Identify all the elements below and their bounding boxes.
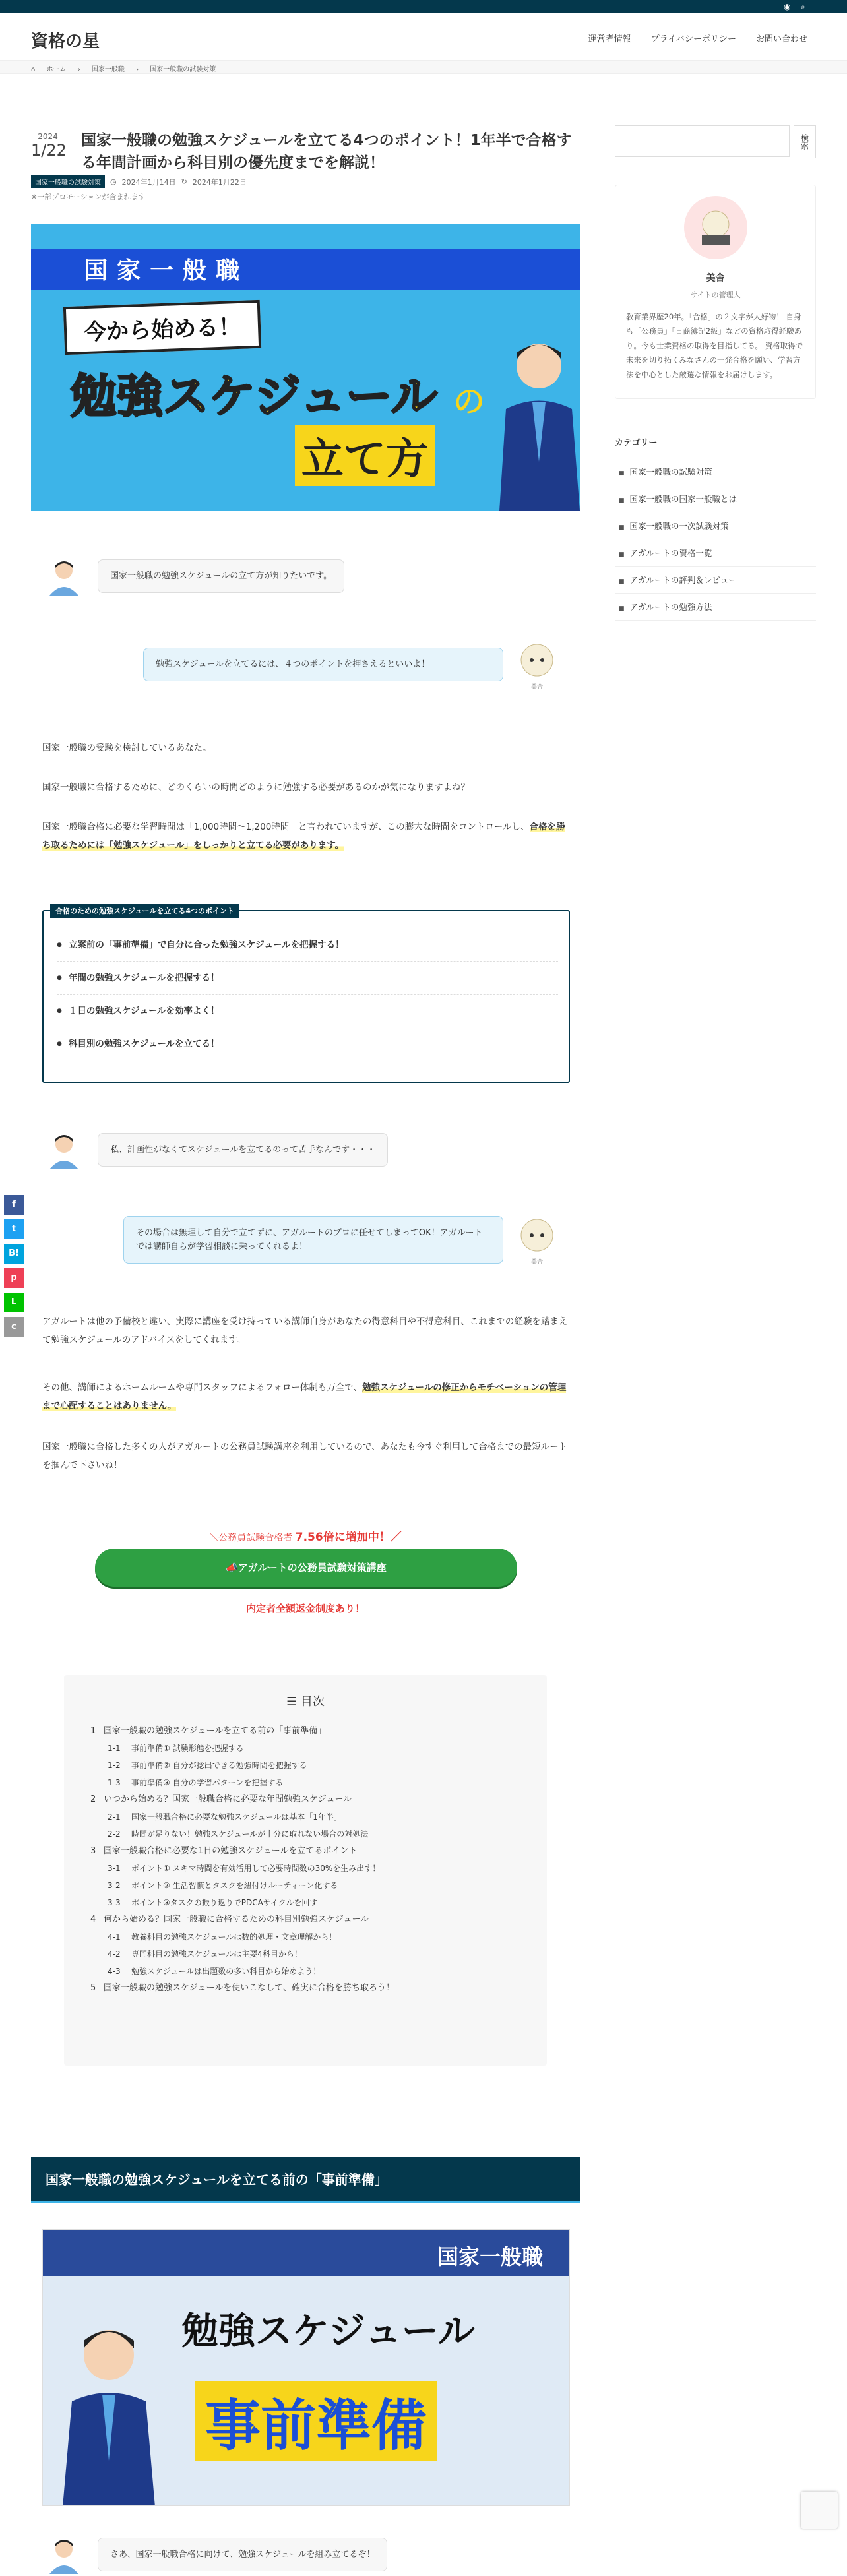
toc-item[interactable] <box>90 1877 539 1894</box>
toc-text: ポイント② 生活習慣とタスクを紐付けルーティーン化する <box>131 1881 338 1890</box>
toc-number: 4-2 <box>108 1949 121 1959</box>
toc-number: 2-1 <box>108 1812 121 1822</box>
list-icon: ☰ <box>286 1695 301 1709</box>
toc-item[interactable] <box>90 1757 539 1774</box>
promo-notice: ※一部プロモーションが含まれます <box>31 193 146 201</box>
nav-item-privacy[interactable]: プライバシーポリシー <box>650 34 736 44</box>
toc-text: 事前準備② 自分が捻出できる勉強時間を把握する <box>131 1761 307 1770</box>
sheep-avatar <box>515 638 559 682</box>
speaker-name: 美舎 <box>530 1259 543 1266</box>
toc-number: 3-1 <box>108 1864 121 1873</box>
cta-lead-text: ＼公務員試験合格者 <box>209 1533 293 1543</box>
breadcrumb-sep: › <box>77 66 80 73</box>
category-heading: カテゴリー <box>615 438 658 448</box>
toc-item[interactable] <box>90 1963 539 1980</box>
dialog-bubble: 国家一般職の勉強スケジュールの立て方が知りたいです。 <box>98 559 344 593</box>
category-item[interactable]: ■ アガルートの評判＆レビュー <box>615 567 816 594</box>
toc-item[interactable] <box>90 1911 539 1928</box>
list-item: ● 科目別の勉強スケジュールを立てる！ <box>57 1027 558 1060</box>
toc-text: 国家一般職の勉強スケジュールを立てる前の「事前準備」 <box>104 1726 327 1736</box>
search-icon[interactable]: ⌕ <box>801 2 805 11</box>
pocket-share-icon[interactable]: p <box>4 1268 24 1288</box>
paragraph <box>42 1378 570 1415</box>
toc-number: 3 <box>90 1846 96 1856</box>
table-of-contents <box>64 1675 547 2066</box>
student-avatar <box>42 554 86 598</box>
dialog-bubble: 私、計画性がなくてスケジュールを立てるのって苦手なんです・・・ <box>98 1133 388 1167</box>
facebook-share-icon[interactable]: f <box>4 1195 24 1215</box>
toc-list <box>90 1723 539 1997</box>
updated-date: 2024年1月22日 <box>192 177 247 187</box>
paragraph-text: その他、講師によるホームルームや専門スタッフによるフォロー体制も万全で、 <box>42 1382 363 1393</box>
paragraph: 国家一般職の受験を検討しているあなた。 <box>42 743 212 753</box>
megaphone-icon: 📣 <box>226 1562 238 1574</box>
top-bar <box>0 0 847 13</box>
dialog-bubble: さあ、国家一般職合格に向けて、勉強スケジュールを組み立てるぞ！ <box>98 2538 387 2571</box>
toc-text: 事前準備① 試験形態を把握する <box>131 1744 244 1753</box>
category-item[interactable]: ■ 国家一般職の国家一般職とは <box>615 485 816 512</box>
nav-item-contact[interactable]: お問い合わせ <box>755 34 807 44</box>
global-nav <box>588 32 807 44</box>
toc-item[interactable] <box>90 1774 539 1791</box>
eyecatch-sub: 今から始める！ <box>63 300 261 355</box>
toc-number: 4-3 <box>108 1967 121 1976</box>
nav-item-about[interactable]: 運営者情報 <box>588 34 631 44</box>
cta-button-label: アガルートの公務員試験対策講座 <box>237 1562 387 1574</box>
line-share-icon[interactable]: L <box>4 1293 24 1312</box>
toc-number: 4-1 <box>108 1932 121 1942</box>
author-description: 教育業界歴20年。「合格」の２文字が大好物！ 自身も「公務員」「日商簿記2級」などの資格取得経験あり。今も士業資格の取得を目指してる。 資格取得で未来を切り拓くみなさんの一発合格を願い、学習方法を中心とした厳選な情報をお届けします。 <box>626 312 803 379</box>
paragraph: アガルートは他の予備校と違い、実際に講座を受け持っている講師自身があなたの得意科目や不得意科目、これまでの経験を踏まえて勉強スケジュールのアドバイスをしてくれます。 <box>42 1316 568 1345</box>
toc-number: 4 <box>90 1915 96 1924</box>
section-image-main: 事前準備 <box>195 2381 437 2461</box>
student-avatar <box>42 2532 86 2576</box>
site-header <box>0 13 847 61</box>
author-name: 美舎 <box>706 273 725 284</box>
refresh-icon: ↻ <box>181 177 187 186</box>
dialog-bubble: 勉強スケジュールを立てるには、４つのポイントを押さえるといいよ！ <box>143 648 503 681</box>
eyecatch-tag: 国家一般職 <box>84 257 249 284</box>
cta-button[interactable] <box>95 1549 517 1587</box>
search-form <box>615 125 816 158</box>
cta-lead-num: 7.56倍に増加中！／ <box>295 1531 402 1544</box>
dialog-a2 <box>123 1213 559 1266</box>
dialog-q1 <box>42 554 344 598</box>
student-avatar <box>42 1128 86 1171</box>
breadcrumb-subcategory[interactable]: 国家一般職の試験対策 <box>150 66 216 73</box>
section-image-tag: 国家一般職 <box>437 2244 543 2269</box>
dialog-q3 <box>42 2532 387 2576</box>
list-item: ● 年間の勉強スケジュールを把握する！ <box>57 962 558 995</box>
toc-item[interactable] <box>90 1946 539 1963</box>
section-image <box>42 2229 570 2506</box>
category-item[interactable]: ■ アガルートの勉強方法 <box>615 594 816 621</box>
paragraph: 国家一般職に合格するために、どのくらいの時間どのように勉強する必要があるのかが気になりますよね？ <box>42 782 470 793</box>
category-badge[interactable]: 国家一般職の試験対策 <box>31 175 105 188</box>
sheep-avatar <box>515 1213 559 1257</box>
eyecatch-no: の <box>453 383 486 420</box>
toc-title <box>64 1692 547 1709</box>
toc-text: 国家一般職合格に必要な1日の勉強スケジュールを立てるポイント <box>104 1846 358 1856</box>
toc-number: 3-3 <box>108 1898 121 1907</box>
toc-text: いつから始める？国家一般職合格に必要な年間勉強スケジュール <box>104 1794 352 1804</box>
toc-item[interactable] <box>90 1843 539 1860</box>
eyecatch-tate: 立て方 <box>295 425 435 486</box>
points-list <box>57 929 558 1060</box>
toc-text: 勉強スケジュールは出題数の多い科目から始めよう！ <box>131 1967 321 1976</box>
toc-text: 教養科目の勉強スケジュールは数的処理・文章理解から！ <box>131 1932 337 1942</box>
toc-item[interactable] <box>90 1740 539 1757</box>
recaptcha-badge[interactable] <box>801 2492 838 2529</box>
dialog-bubble: その場合は無理して自分で立てずに、アガルートのプロに任せてしまってOK！アガルートでは講師自らが学習相談に乗ってくれるよ！ <box>123 1216 503 1264</box>
clock-icon: ◷ <box>110 177 117 186</box>
points-box <box>42 907 570 1083</box>
cta-note: 内定者全額返金制度あり！ <box>245 1603 365 1614</box>
dialog-q2 <box>42 1128 388 1171</box>
speaker-name: 美舎 <box>530 684 543 690</box>
section-image-title: 勉強スケジュール <box>181 2310 475 2353</box>
toc-text: 時間が足りない！勉強スケジュールが十分に取れない場合の対処法 <box>131 1829 369 1839</box>
toc-item[interactable] <box>90 1808 539 1825</box>
twitter-share-icon[interactable]: t <box>4 1219 24 1239</box>
author-avatar <box>684 196 747 259</box>
highlight-text: 勉強スケジュールの修正からモチベーションの管理まで心配することはありません。 <box>42 1382 567 1411</box>
toc-number: 1-3 <box>108 1778 121 1787</box>
paragraph <box>42 818 570 855</box>
list-item: ● 立案前の「事前準備」で自分に合った勉強スケジュールを把握する！ <box>57 929 558 962</box>
toc-text: ポイント③タスクの振り返りでPDCAサイクルを回す <box>131 1898 318 1907</box>
toc-number: 3-2 <box>108 1881 121 1890</box>
toc-item[interactable] <box>90 1928 539 1946</box>
toc-text: 国家一般職の勉強スケジュールを使いこなして、確実に合格を勝ち取ろう！ <box>104 1983 394 1993</box>
category-item[interactable]: ■ 国家一般職の試験対策 <box>615 458 816 485</box>
breadcrumb <box>0 61 847 74</box>
toc-text: 何から始める？国家一般職に合格するための科目別勉強スケジュール <box>104 1915 369 1924</box>
speaker <box>515 638 559 690</box>
article-title: 国家一般職の勉強スケジュールを立てる4つのポイント！1年半で合格する年間計画から科目別の優先度までを解説！ <box>81 132 572 171</box>
breadcrumb-home[interactable]: ホーム <box>46 66 67 73</box>
published-date: 2024年1月14日 <box>121 177 176 187</box>
rss-icon[interactable]: ◉ <box>784 2 791 11</box>
toc-item[interactable] <box>90 1860 539 1877</box>
toc-number: 5 <box>90 1983 96 1993</box>
article-meta <box>31 175 247 188</box>
paragraph: 国家一般職に合格した多くの人がアガルートの公務員試験講座を利用しているので、あなたも今すぐ利用して合格までの最短ルートを掴んで下さいね！ <box>42 1442 568 1471</box>
toc-title-text: 目次 <box>300 1695 325 1709</box>
eyecatch-image <box>31 224 580 511</box>
date-day: 1/22 <box>31 141 67 160</box>
list-item: ● １日の勉強スケジュールを効率よく！ <box>57 995 558 1027</box>
toc-text: 国家一般職合格に必要な勉強スケジュールは基本「1年半」 <box>131 1812 342 1822</box>
toc-text: 事前準備③ 自分の学習パターンを把握する <box>131 1778 284 1787</box>
search-button[interactable]: 検索 <box>794 125 816 158</box>
toc-number: 1-2 <box>108 1761 121 1770</box>
toc-item[interactable] <box>90 1825 539 1843</box>
toc-item[interactable] <box>90 1723 539 1740</box>
date-year: 2024 <box>38 132 58 141</box>
breadcrumb-category[interactable]: 国家一般職 <box>91 66 125 73</box>
search-input[interactable] <box>615 125 790 157</box>
category-item[interactable]: ■ アガルートの資格一覧 <box>615 539 816 567</box>
home-icon: ⌂ <box>31 66 36 73</box>
breadcrumb-sep: › <box>136 66 139 73</box>
profile-card <box>615 185 816 399</box>
site-logo[interactable]: 資格の星 <box>31 32 100 51</box>
toc-text: 専門科目の勉強スケジュールは主要4科目から！ <box>131 1949 302 1959</box>
toc-number: 2 <box>90 1794 96 1804</box>
section-heading: 国家一般職の勉強スケジュールを立てる前の「事前準備」 <box>31 2157 580 2203</box>
hatena-share-icon[interactable]: B! <box>4 1244 24 1264</box>
dialog-a1 <box>143 638 559 690</box>
paragraph-text: 国家一般職合格に必要な学習時間は「1,000時間〜1,200時間」と言われていますが、この膨大な時間をコントロールし、 <box>42 822 530 832</box>
category-list <box>615 458 816 621</box>
highlight-text: 合格を勝ち取るためには「勉強スケジュール」をしっかりと立てる必要があります。 <box>42 822 565 851</box>
date-box <box>31 132 65 160</box>
toc-item[interactable] <box>90 1980 539 1997</box>
toc-text: ポイント① スキマ時間を有効活用して必要時間数の30%を生み出す！ <box>131 1864 381 1873</box>
businessman-illustration <box>56 2315 162 2506</box>
toc-item[interactable] <box>90 1894 539 1911</box>
businessman-illustration <box>493 330 580 511</box>
speaker <box>515 1213 559 1266</box>
toc-number: 1 <box>90 1726 96 1736</box>
category-item[interactable]: ■ 国家一般職の一次試験対策 <box>615 512 816 539</box>
copy-link-icon[interactable]: c <box>4 1317 24 1337</box>
author-role: サイトの管理人 <box>690 291 741 299</box>
toc-item[interactable] <box>90 1791 539 1808</box>
points-label: 合格のための勉強スケジュールを立てる4つのポイント <box>50 904 239 918</box>
toc-number: 1-1 <box>108 1744 121 1753</box>
toc-number: 2-2 <box>108 1829 121 1839</box>
cta-lead <box>31 1527 580 1544</box>
eyecatch-main: 勉強スケジュール <box>71 369 437 423</box>
